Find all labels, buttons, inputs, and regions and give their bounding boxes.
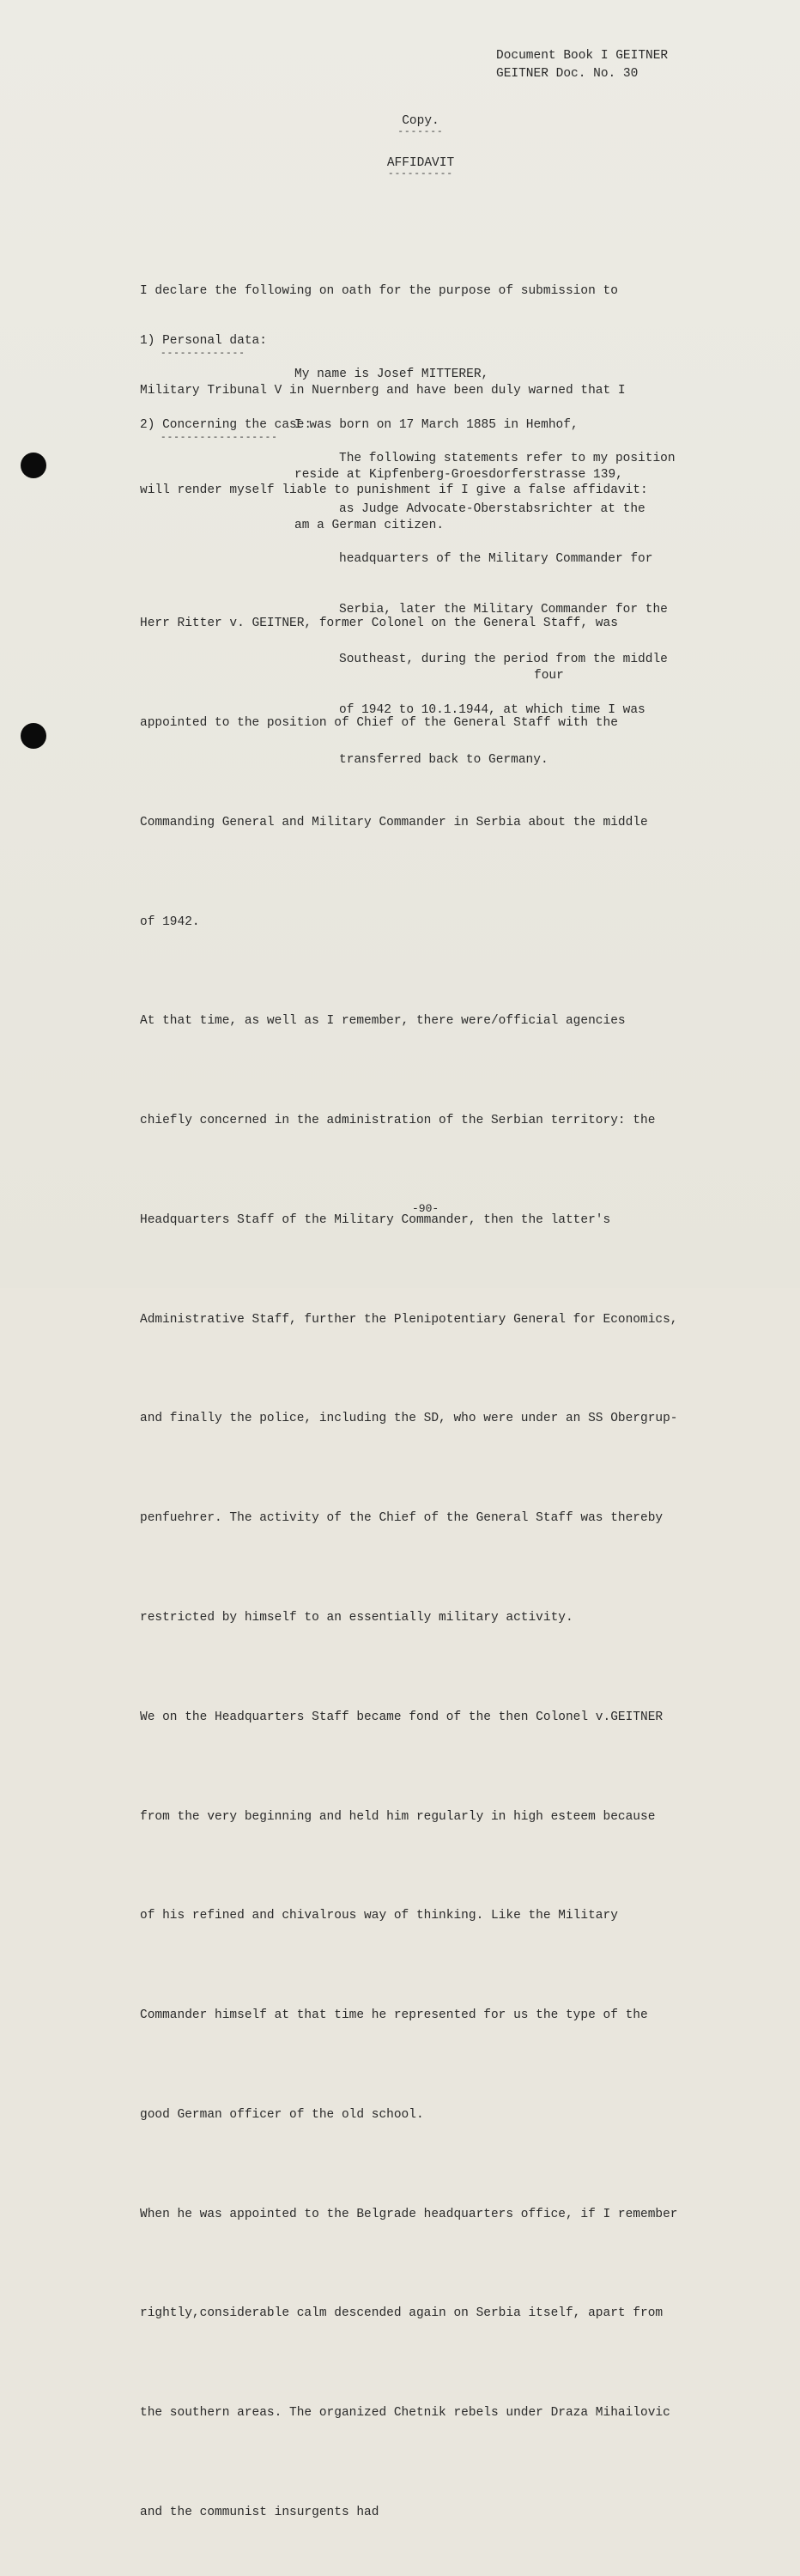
body-line: the southern areas. The organized Chetnik rebels under Draza Mihailovic — [140, 2406, 670, 2421]
punch-hole — [21, 453, 46, 478]
section-body: The following statements refer to my position as Judge Advocate-Oberstabsrichter at the headquarters of the Military Commander for Serbia, later the Military Commander for the Southeast, during the period from the middle of 1942 to 10.1.1944, at which time I was transferred back to Germany. — [339, 452, 676, 767]
section-body: My name is Josef MITTERER, I was born on 17 March 1885 in Hemhof, reside at Kipfenberg-Groesdorferstrasse 139, am a German citizen. — [294, 368, 623, 532]
intro-line: will render myself liable to punishment if I give a false affidavit: — [140, 483, 648, 497]
section-label: 1) Personal data: — [140, 334, 267, 348]
underline: ------------------ — [161, 433, 278, 443]
intro-line: I declare the following on oath for the purpose of submission to — [140, 284, 618, 299]
body-line: from the very beginning and held him regularly in high esteem because — [140, 1809, 656, 1824]
body-line: rightly,considerable calm descended again on Serbia itself, apart from — [140, 2306, 664, 2321]
punch-hole — [21, 723, 46, 749]
page-number: -90- — [412, 1202, 439, 1215]
underline: ------------- — [161, 349, 245, 359]
body-line: and the communist insurgents had — [140, 2506, 379, 2520]
body-line: Administrative Staff, further the Plenipotentiary General for Economics, — [140, 1312, 678, 1327]
body-line: of 1942. — [140, 914, 200, 929]
body-line: Commanding General and Military Commander in Serbia about the middle — [140, 815, 648, 829]
body-line: appointed to the position of Chief of the General Staff with the — [140, 715, 618, 730]
header-doc-number: GEITNER Doc. No. 30 — [496, 67, 639, 81]
copy-label: Copy. ------- — [0, 114, 800, 137]
body-text — [140, 541, 678, 2576]
header-book-line: Document Book I GEITNER — [496, 49, 669, 63]
underline: ------- — [397, 127, 444, 137]
body-line: Commander himself at that time he represented for us the type of the — [140, 2008, 648, 2023]
body-line: Herr Ritter v. GEITNER, former Colonel on the General Staff, was — [140, 617, 618, 631]
body-line: and finally the police, including the SD, who were under an SS Obergrup- — [140, 1412, 678, 1426]
underline: ---------- — [387, 169, 453, 179]
body-line: of his refined and chivalrous way of thinking. Like the Military — [140, 1909, 618, 1923]
affidavit-title: AFFIDAVIT ---------- — [0, 156, 800, 179]
intro-line: Military Tribunal V in Nuernberg and have been duly warned that I — [140, 383, 626, 398]
body-line: When he was appointed to the Belgrade headquarters office, if I remember — [140, 2207, 678, 2221]
section-label: 2) Concerning the case: — [140, 418, 312, 432]
body-line: At that time, as well as I remember, there were/official agencies — [140, 1014, 626, 1029]
document-header — [496, 47, 668, 83]
body-line: Headquarters Staff of the Military Commander, then the latter's — [140, 1212, 611, 1227]
body-line: penfuehrer. The activity of the Chief of the General Staff was thereby — [140, 1511, 664, 1526]
body-line: good German officer of the old school. — [140, 2107, 424, 2122]
interlinear-insert: four — [534, 669, 564, 683]
body-line: restricted by himself to an essentially military activity. — [140, 1611, 573, 1625]
body-line: chiefly concerned in the administration of the Serbian territory: the — [140, 1114, 656, 1128]
body-line: We on the Headquarters Staff became fond of the then Colonel v.GEITNER — [140, 1710, 664, 1724]
